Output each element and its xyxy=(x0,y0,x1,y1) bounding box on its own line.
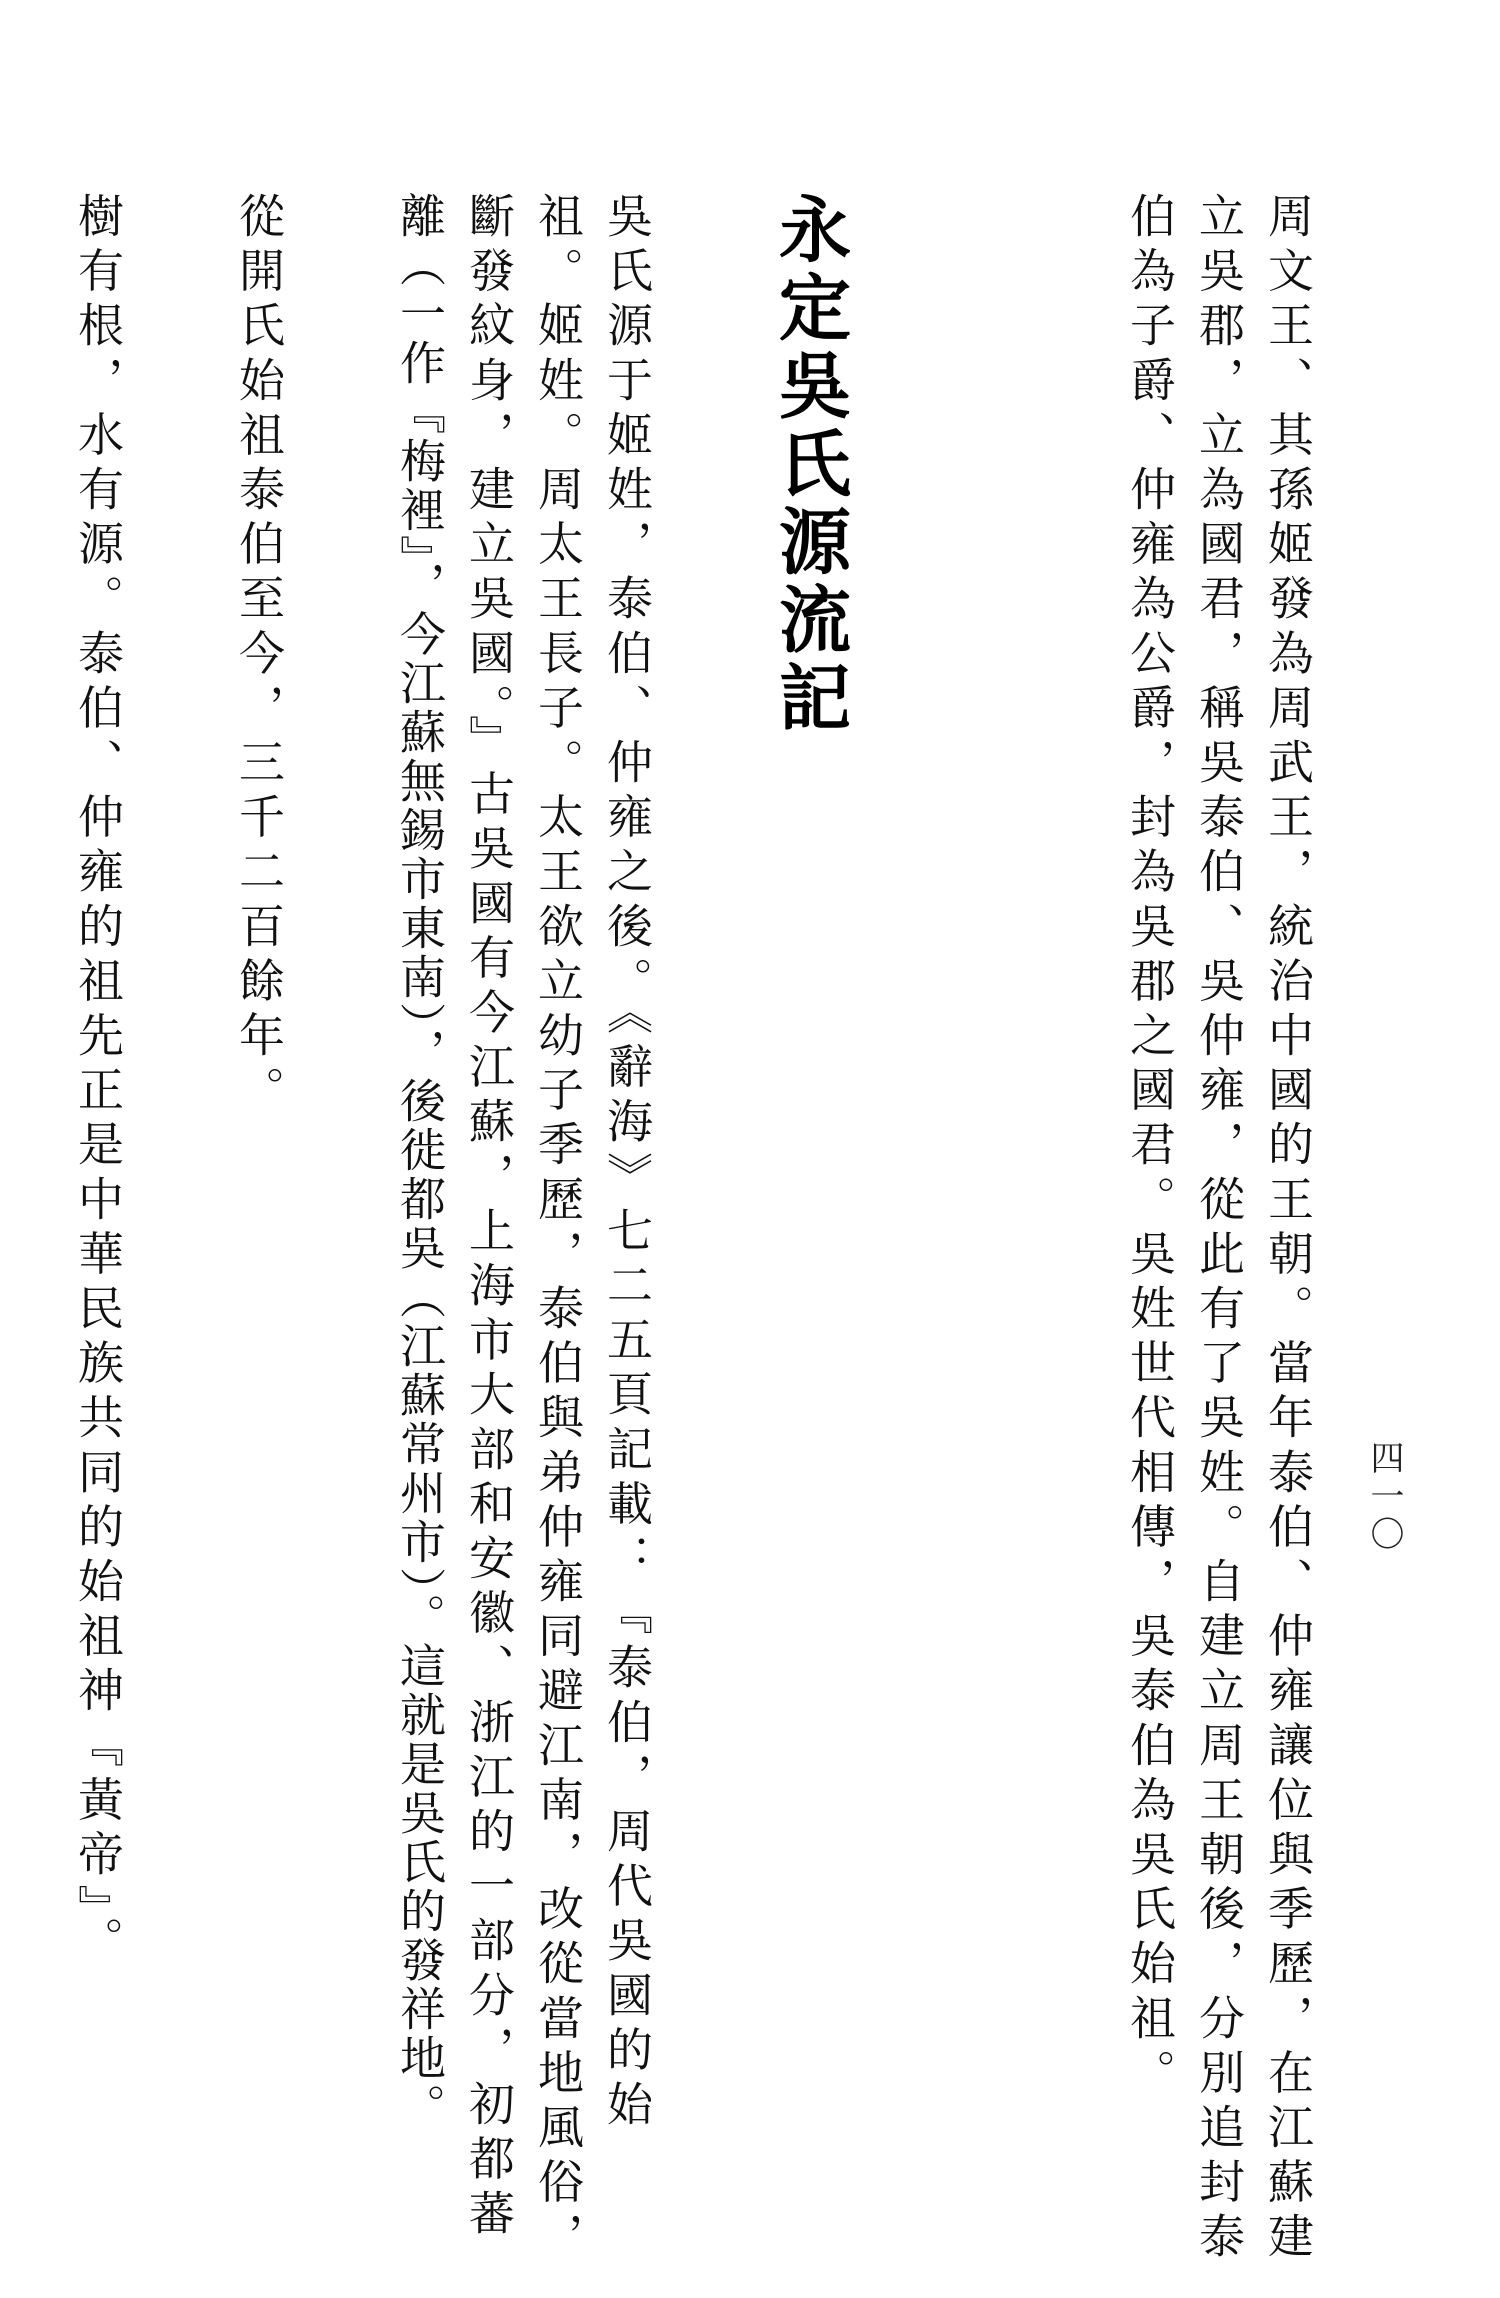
vertical-text-body xyxy=(71,192,1322,2267)
text-column: 斷發紋身，建立吳國。』古吳國有今江蘇，上海市大部和安徽、浙江的一部分，初都蕃 xyxy=(462,192,516,2244)
text-column: 離（一作『梅裡』，今江蘇無錫市東南），後徙都吳（江蘇常州市）。這就是吳氏的發祥地。 xyxy=(393,192,447,2132)
page-title: 永定吳氏源流記 xyxy=(767,192,852,738)
title-column xyxy=(753,192,1115,1937)
text-column: 樹有根，水有源。泰伯、仲雍的祖先正是中華民族共同的始祖神『黃帝』。 xyxy=(71,192,125,1971)
page-number: 四一〇 xyxy=(1364,1440,1404,1554)
text-column: 祖。姬姓。周太王長子。太王欲立幼子季歷，泰伯與弟仲雍同避江南，改從當地風俗， xyxy=(531,192,585,2267)
text-column: 吳氏源于姬姓，泰伯、仲雍之後。《辭海》七二五頁記載：『泰伯，周代吳國的始 xyxy=(600,192,654,2135)
text-column: 從開氏始祖泰伯至今，三千二百餘年。 xyxy=(232,192,286,1121)
text-column: 立吳郡，立為國君，稱吳泰伯、吳仲雍，從此有了吳姓。自建立周王朝後，分別追封泰 xyxy=(1192,192,1246,2267)
text-column: 周文王、其孫姬發為周武王，統治中國的王朝。當年泰伯、仲雍讓位與季歷，在江蘇建 xyxy=(1261,192,1315,2267)
text-column xyxy=(0,192,63,1937)
text-column: 伯為子爵、仲雍為公爵，封為吳郡之國君。吳姓世代相傳，吳泰伯為吳氏始祖。 xyxy=(1123,192,1177,2103)
